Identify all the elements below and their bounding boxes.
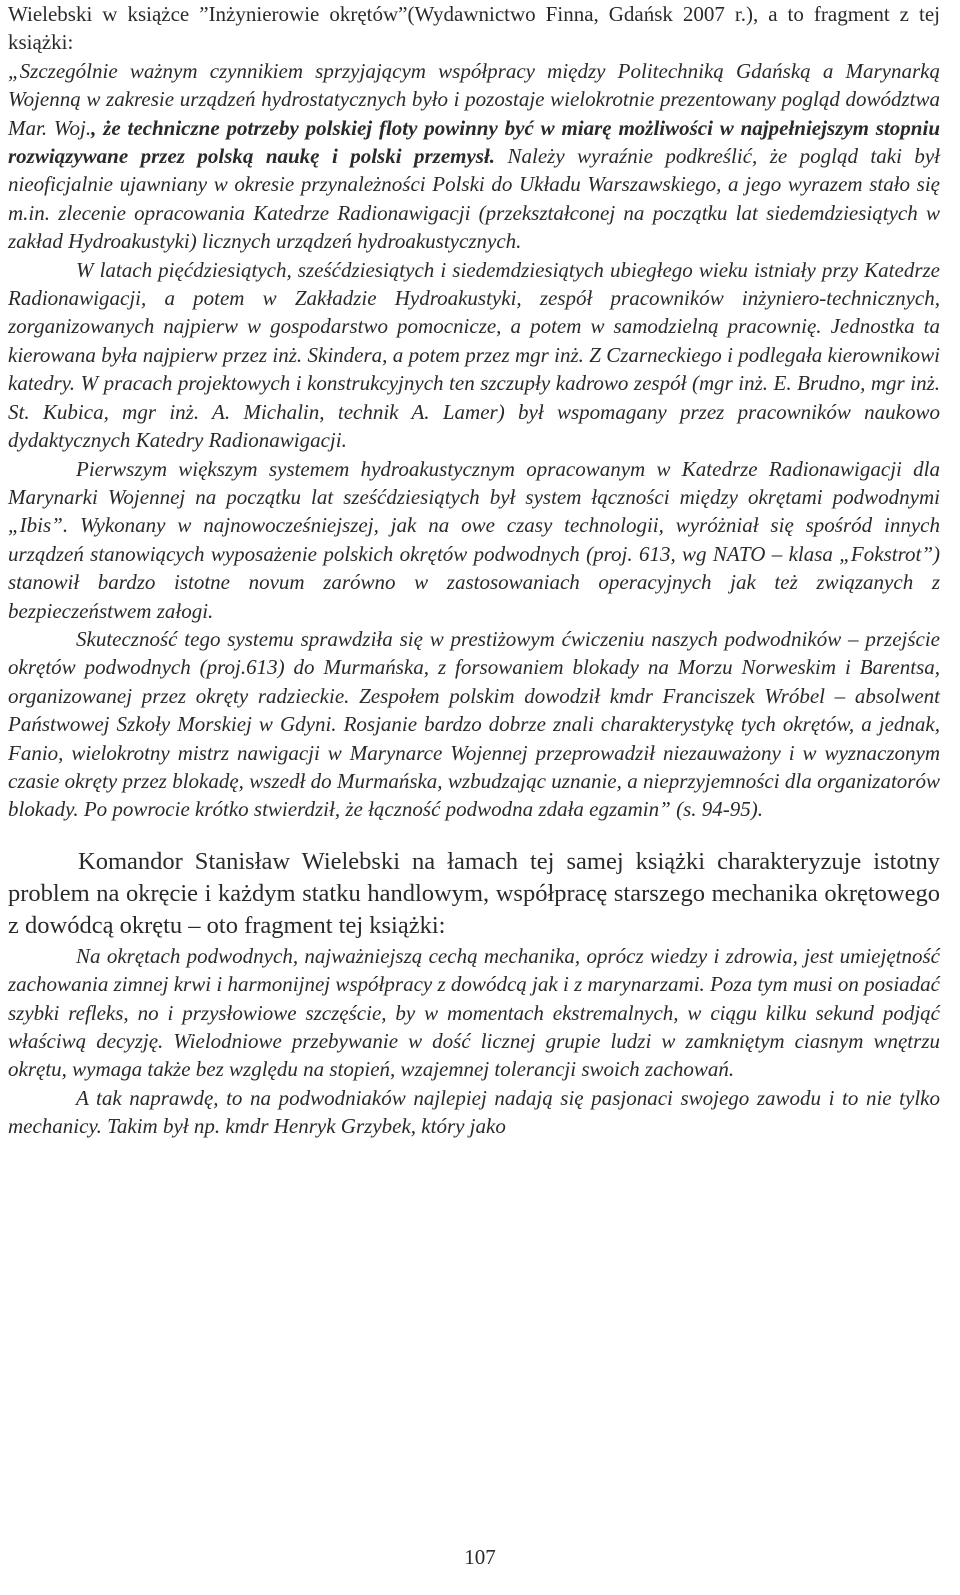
- paragraph-5: Komandor Stanisław Wielebski na łamach tej samej książki charakteryzuje istotny problem na okręcie i każdym statku handlowym, współpracę starszego mechanika okrętowego z dowódcą okrętu – oto fragment tej książki:: [8, 847, 940, 939]
- paragraph-7: A tak naprawdę, to na podwodniaków najlepiej nadają się pasjonaci swojego zawodu i to nie tylko mechanicy. Takim był np. kmdr Henryk Grzybek, który jako: [8, 1085, 940, 1139]
- quote-opening: „Szczególnie ważnym czynnikiem sprzyjającym współpracy między Politechniką Gdańską a Marynarką Wojenną w zakresie urządzeń hydrostatycznych było i pozostaje wielokrotnie prezentowany pogląd dowództwa Mar. Woj.: [8, 58, 940, 140]
- paragraph-3: Pierwszym większym systemem hydroakustycznym opracowanym w Katedrze Radionawigacji dla Marynarki Wojennej na początku lat sześćdziesiątych był system łączności między okrętami podwodnymi „Ibis”. Wykonany w najnowocześniejszej, jak na owe czasy technologii, wyróżniał się spośród innych urządzeń stanowiących wyposażenie polskich okrętów podwodnych (proj. 613, wg NATO – klasa „Fokstrot”) stanowił bardzo istotne novum zarówno w zastosowaniach operacyjnych jak też związanych z bezpieczeństwem załogi.: [8, 456, 940, 623]
- quote-continuation: Należy wyraźnie podkreślić, że pogląd taki był nieoficjalnie ujawniany w okresie przynależności Polski do Układu Warszawskiego, a jego wyrazem stało się m.in. zlecenie opracowania Katedrze Radionawigacji (przekształconej na początku lat siedemdziesiątych w zakład Hydroakustyki) licznych urządzeń hydroakustycznych.: [8, 144, 940, 254]
- document-page: [8, 0, 940, 1141]
- paragraph-2: W latach pięćdziesiątych, sześćdziesiątych i siedemdziesiątych ubiegłego wieku istniały przy Katedrze Radionawigacji, a potem w Zakładzie Hydroakustyki, zespół pracowników inżyniero-technicznych, zorganizowanych najpierw w gospodarstwo pomocnicze, a potem w samodzielną pracownię. Jednostka ta kierowana była najpierw przez inż. Skindera, a potem przez mgr inż. Z Czarneckiego i podlegała kierownikowi katedry. W pracach projektowych i konstrukcyjnych ten szczupły kadrowo zespół (mgr inż. E. Brudno, mgr inż. St. Kubica, mgr inż. A. Michalin, technik A. Lamer) był wspomagany przez pracowników naukowo dydaktycznych Katedry Radionawigacji.: [8, 257, 940, 453]
- paragraph-6: Na okrętach podwodnych, najważniejszą cechą mechanika, oprócz wiedzy i zdrowia, jest umiejętność zachowania zimnej krwi i harmonijnej współpracy z dowódcą jak i z marynarzami. Poza tym musi on posiadać szybki refleks, no i przysłowiowe szczęście, by w momentach ekstremalnych, w ciągu kilku sekund podjąć właściwą decyzję. Wielodniowe przebywanie w dość licznej grupie ludzi w zamkniętym ciasnym wnętrzu okrętu, wymaga także bez względu na stopień, wzajemnej tolerancji swoich zachowań.: [8, 943, 940, 1082]
- quote-emphasis: , że techniczne potrzeby polskiej floty powinny być w miarę możliwości w najpełniejszym stopniu rozwiązywane przez polską naukę i polski przemysł.: [8, 115, 940, 169]
- page-number: 107: [464, 1545, 496, 1569]
- citation-intro: Wielebski w książce ”Inżynierowie okrętów”(Wydawnictwo Finna, Gdańsk 2007 r.), a to fragment z tej książki:: [8, 2, 940, 55]
- paragraph-4: Skuteczność tego systemu sprawdziła się w prestiżowym ćwiczeniu naszych podwodników – przejście okrętów podwodnych (proj.613) do Murmańska, z forsowaniem blokady na Morzu Norweskim i Barentsa, organizowanej przez okręty radzieckie. Zespołem polskim dowodził kmdr Franciszek Wróbel – absolwent Państwowej Szkoły Morskiej w Gdyni. Rosjanie bardzo dobrze znali charakterystykę tych okrętów, a jednak, Fanio, wielokrotny mistrz nawigacji w Marynarce Wojennej przeprowadził niezauważony i w wyznaczonym czasie okręty przez blokadę, wszedł do Murmańska, wzbudzając uznanie, a nieprzyjemności dla organizatorów blokady. Po powrocie krótko stwierdził, że łączność podwodna zdała egzamin” (s. 94-95).: [8, 626, 940, 822]
- paragraph-1: [8, 0, 940, 256]
